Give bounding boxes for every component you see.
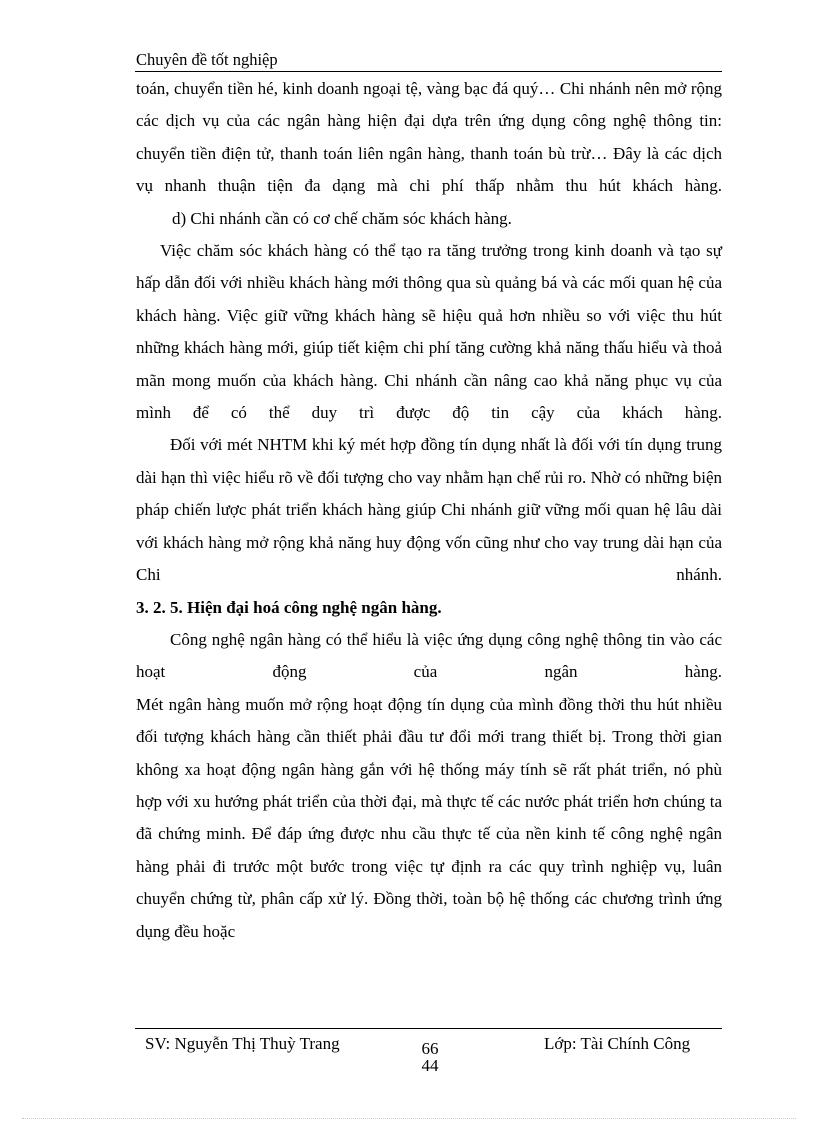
paragraph-customer-care: Việc chăm sóc khách hàng có thể tạo ra tăng trưởng trong kinh doanh và tạo sự hấp dẫn đối với nhiều khách hàng mới thông qua sù quảng bá và các mối quan hệ của khách hàng. Việc giữ vững khách hàng sẽ hiệu quả hơn nhiều so với việc thu hút những khách hàng mới, giúp tiết kiệm chi phí tăng cường khả năng thấu hiểu và thoả mãn mong muốn của khách hàng. Chi nhánh cần nâng cao khả năng phục vụ của mình để có thể duy trì được độ tin cậy của khách hàng.	[136, 241, 722, 423]
document-body	[136, 73, 722, 948]
subheading-customer-care: d) Chi nhánh cần có cơ chế chăm sóc khách hàng.	[172, 208, 512, 228]
section-heading-technology: 3. 2. 5. Hiện đại hoá công nghệ ngân hàng.	[136, 597, 442, 617]
footer-divider	[135, 1028, 722, 1029]
header-divider	[135, 71, 722, 72]
paragraph-digital-services: toán, chuyển tiền hé, kinh doanh ngoại tệ, vàng bạc đá quý… Chi nhánh nên mở rộng các dịch vụ của các ngân hàng hiện đại dựa trên ứng dụng công nghệ thông tin: chuyển tiền điện tử, thanh toán liên ngân hàng, thanh toán bù trừ… Đây là các dịch vụ nhanh thuận tiện đa dạng mà chi phí thấp nhằm thu hút khách hàng.	[136, 79, 722, 196]
paragraph-technology-definition: Công nghệ ngân hàng có thể hiểu là việc ứng dụng công nghệ thông tin vào các hoạt động của ngân hàng.	[136, 629, 722, 682]
footer-student-name: SV: Nguyễn Thị Thuỳ Trang	[145, 1034, 340, 1053]
page-header-title: Chuyên đề tốt nghiệp	[136, 50, 278, 69]
paragraph-technology-investment: Mét ngân hàng muốn mở rộng hoạt động tín dụng của mình đồng thời thu hút nhiều đối tượng khách hàng cần thiết phải đầu tư đổi mới trang thiết bị. Trong thời gian không xa hoạt động ngân hàng gắn với hệ thống máy tính sẽ rất phát triển, nó phù hợp với xu hướng phát triển của thời đại, mà thực tế các nước phát triển hơn chúng ta đã chứng minh. Để đáp ứng được nhu cầu thực tế của nền kinh tế công nghệ ngân hàng phải đi trước một bước trong việc tự định ra các quy trình nghiệp vụ, luân chuyển chứng từ, phân cấp xử lý. Đồng thời, toàn bộ hệ thống các chương trình ứng dụng đều hoặc	[136, 694, 722, 941]
page-number-primary: 66	[421, 1039, 439, 1058]
paragraph-credit-contracts: Đối với mét NHTM khi ký mét hợp đồng tín dụng nhất là đối với tín dụng trung dài hạn thì việc hiểu rõ về đối tượng cho vay nhằm hạn chế rủi ro. Nhờ có những biện pháp chiến lược phát triển khách hàng giúp Chi nhánh giữ vững mối quan hệ lâu dài với khách hàng mở rộng khả năng huy động vốn cũng như cho vay trung dài hạn của Chi nhánh.	[136, 435, 722, 585]
footer-class-name: Lớp: Tài Chính Công	[544, 1034, 691, 1053]
page-edge-dotted-line	[22, 1118, 796, 1119]
page-number-secondary: 44	[421, 1056, 439, 1075]
page-number	[404, 1040, 456, 1074]
